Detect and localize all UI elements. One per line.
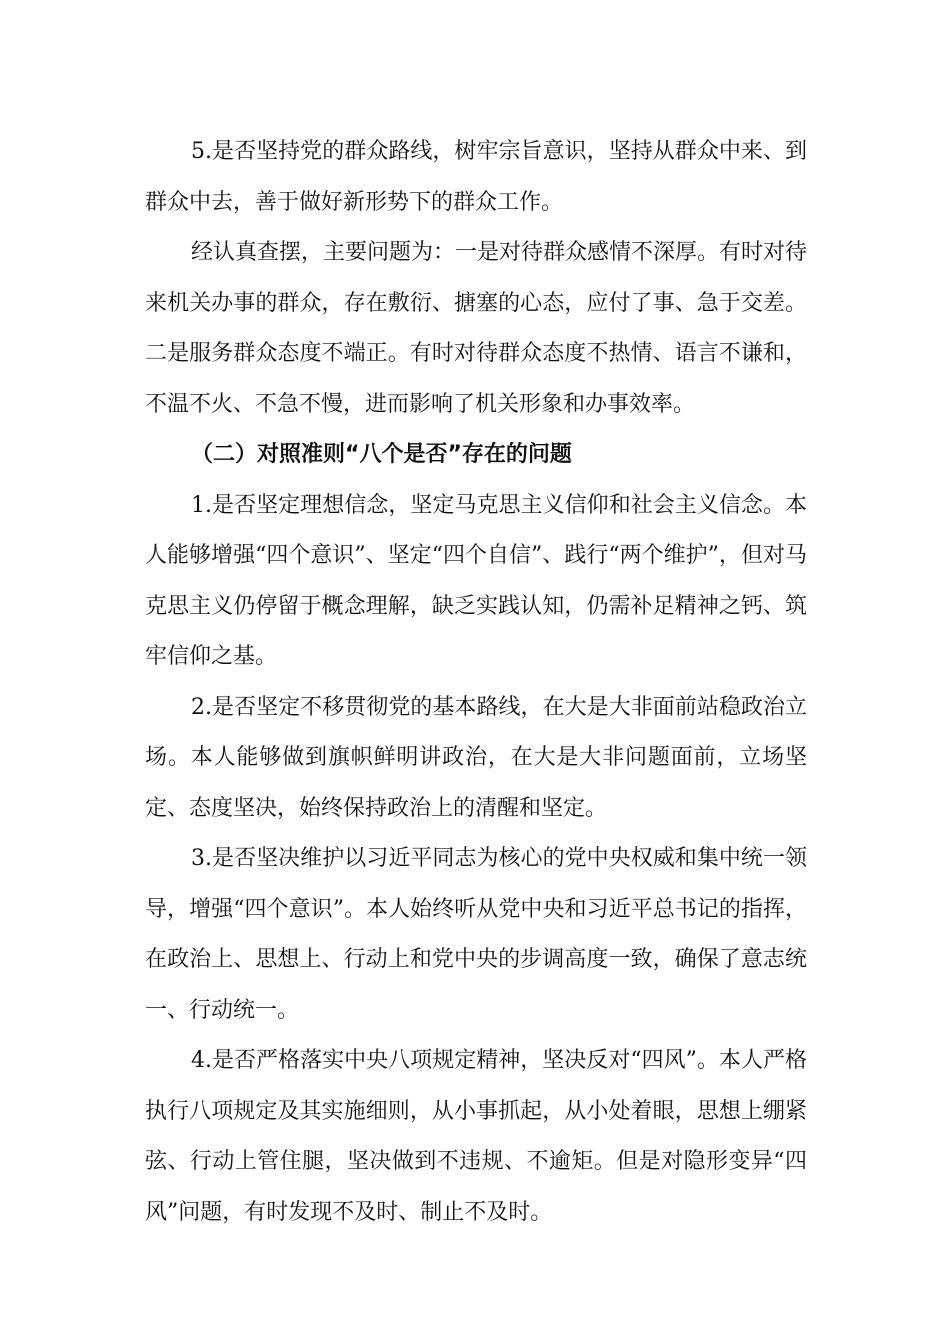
document-body: [145, 127, 807, 1238]
paragraph-item-1: 1.是否坚定理想信念，坚定马克思主义信仰和社会主义信念。本人能够增强“四个意识”、坚定“四个自信”、践行“两个维护”，但对马克思主义仍停留于概念理解，缺乏实践认知，仍需补足精神之钙、筑牢信仰之基。: [145, 492, 807, 669]
paragraph-findings: 经认真查摆，主要问题为：一是对待群众感情不深厚。有时对待来机关办事的群众，存在敷衍、搪塞的心态，应付了事、急于交差。二是服务群众态度不端正。有时对待群众态度不热情、语言不谦和，不温不火、不急不慢，进而影响了机关形象和办事效率。: [145, 240, 808, 417]
paragraph-item-2: 2.是否坚定不移贯彻党的基本路线，在大是大非面前站稳政治立场。本人能够做到旗帜鲜明讲政治，在大是大非问题面前，立场坚定、态度坚决，始终保持政治上的清醒和坚定。: [145, 694, 807, 821]
paragraph-item-5: 5.是否坚持党的群众路线，树牢宗旨意识，坚持从群众中来、到群众中去，善于做好新形势下的群众工作。: [145, 139, 807, 215]
section-heading: （二）对照准则“八个是否”存在的问题: [191, 442, 572, 467]
paragraph-item-3: 3.是否坚决维护以习近平同志为核心的党中央权威和集中统一领导，增强“四个意识”。本人始终听从党中央和习近平总书记的指挥，在政治上、思想上、行动上和党中央的步调高度一致，确保了意志统一、行动统一。: [145, 846, 807, 1023]
paragraph-item-4: 4.是否严格落实中央八项规定精神，坚决反对“四风”。本人严格执行八项规定及其实施细则，从小事抓起，从小处着眼，思想上绷紧弦、行动上管住腿，坚决做到不违规、不逾矩。但是对隐形变异“四风”问题，有时发现不及时、制止不及时。: [145, 1048, 807, 1225]
